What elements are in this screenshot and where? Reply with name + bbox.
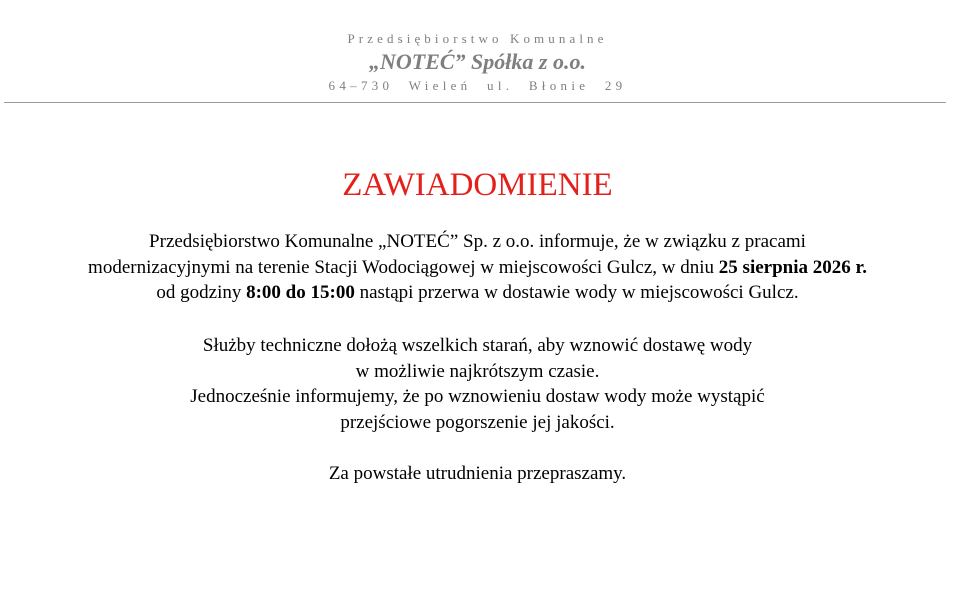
paragraph-1-line-3-suffix: nastąpi przerwa w dostawie wody w miejscowości Gulcz. <box>354 282 799 303</box>
paragraph-1-line-2-text: modernizacyjnymi na terenie Stacji Wodociągowej w miejscowości Gulcz, w dniu <box>88 256 719 278</box>
paragraph-2-line-4: przejściowe pogorszenie jej jakości. <box>340 411 615 433</box>
header-divider <box>4 102 946 103</box>
outage-hours: 8:00 do 15:00 <box>246 282 355 303</box>
company-name: „NOTEĆ” Spółka z o.o. <box>369 49 586 74</box>
paragraph-1-line-2 <box>0 255 955 281</box>
notice-paragraph-2 <box>0 333 955 435</box>
paragraph-1-line-1: Przedsiębiorstwo Komunalne „NOTEĆ” Sp. z o.o. informuje, że w związku z pracami <box>149 231 806 252</box>
paragraph-1-line-3-prefix: od godziny <box>156 282 247 303</box>
paragraph-1-line-3 <box>0 280 955 306</box>
apology-line: Za powstałe utrudnienia przepraszamy. <box>328 463 627 484</box>
paragraph-2-line-2: w możliwie najkrótszym czasie. <box>355 360 600 382</box>
outage-date: 25 sierpnia 2026 r. <box>718 256 867 278</box>
notice-paragraph-3 <box>0 461 955 487</box>
notice-title: ZAWIADOMIENIE <box>342 167 613 203</box>
company-address: 64–730 Wieleń ul. Błonie 29 <box>328 78 627 93</box>
company-type: Przedsiębiorstwo Komunalne <box>347 31 608 46</box>
paragraph-2-line-1: Służby techniczne dołożą wszelkich starań, aby wznowić dostawę wody <box>202 335 753 356</box>
paragraph-2-line-3: Jednocześnie informujemy, że po wznowieniu dostaw wody może wystąpić <box>190 386 765 407</box>
notice-paragraph-1 <box>0 229 955 306</box>
